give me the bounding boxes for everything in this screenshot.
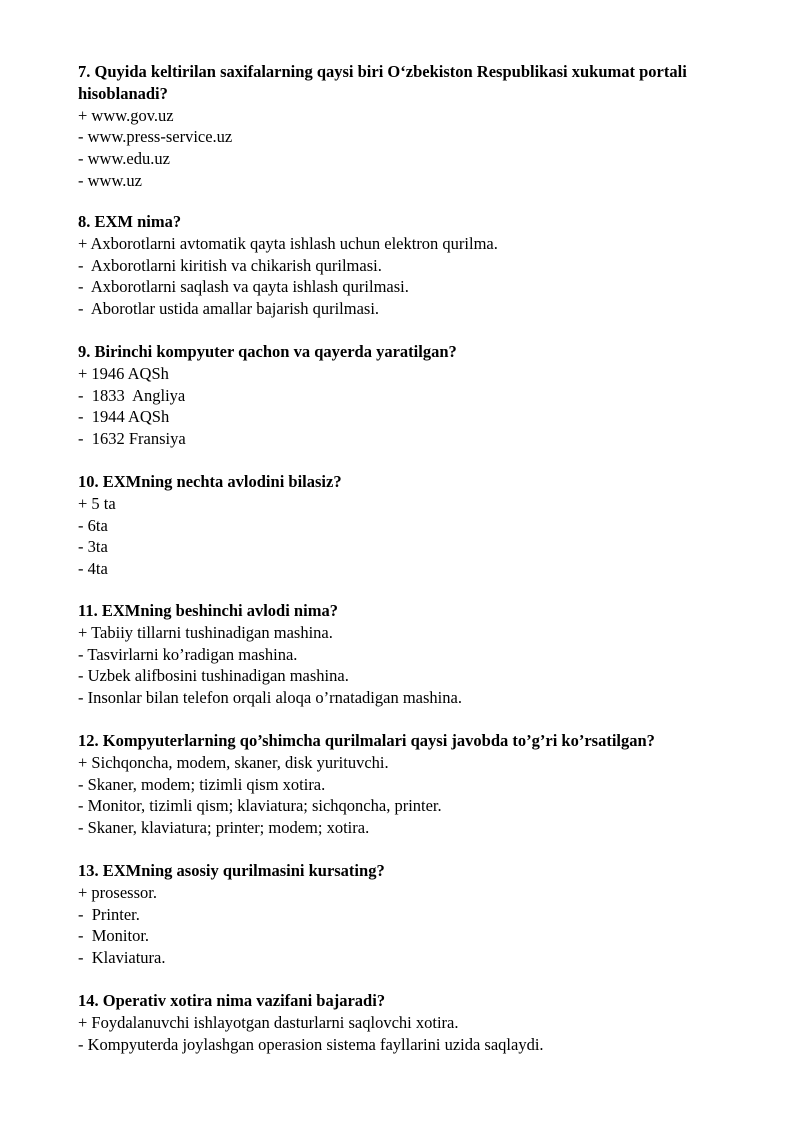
answer-option: - Axborotlarni saqlash va qayta ishlash qurilmasi. xyxy=(78,277,409,297)
question-title: 7. Quyida keltirilan saxifalarning qaysi biri O‘zbekiston Respublikasi xukumat portali hisoblanadi? xyxy=(78,62,687,103)
question-9 xyxy=(78,341,768,450)
answer-option: - Printer. xyxy=(78,904,140,924)
question-title: 10. EXMning nechta avlodini bilasiz? xyxy=(78,472,342,491)
answer-option: + 5 ta xyxy=(78,493,116,513)
question-title: 12. Kompyuterlarning qo’shimcha qurilmalari qaysi javobda to’g’ri ko’rsatilgan? xyxy=(78,731,655,750)
question-title: 14. Operativ xotira nima vazifani bajaradi? xyxy=(78,991,386,1010)
answer-option: - Skaner, modem; tizimli qism xotira. xyxy=(78,774,326,794)
answer-option: + www.gov.uz xyxy=(78,105,174,125)
question-8 xyxy=(78,211,768,320)
question-title: 9. Birinchi kompyuter qachon va qayerda yaratilgan? xyxy=(78,342,457,361)
question-14 xyxy=(78,990,768,1055)
answer-option: + prosessor. xyxy=(78,882,157,902)
answer-option: - Axborotlarni kiritish va chikarish qurilmasi. xyxy=(78,255,382,275)
answer-option: - 6ta xyxy=(78,515,108,535)
question-12 xyxy=(78,730,768,839)
question-title: 11. EXMning beshinchi avlodi nima? xyxy=(78,601,338,620)
question-11 xyxy=(78,600,768,709)
question-13 xyxy=(78,860,768,969)
answer-option: + Axborotlarni avtomatik qayta ishlash uchun elektron qurilma. xyxy=(78,233,498,253)
answer-option: - www.edu.uz xyxy=(78,149,170,169)
answer-option: - www.press-service.uz xyxy=(78,127,233,147)
answer-option: + Sichqoncha, modem, skaner, disk yurituvchi. xyxy=(78,752,389,772)
answer-option: + Tabiiy tillarni tushinadigan mashina. xyxy=(78,622,333,642)
question-10 xyxy=(78,471,768,580)
answer-option: - Uzbek alifbosini tushinadigan mashina. xyxy=(78,666,349,686)
answer-option: - 4ta xyxy=(78,559,108,579)
answer-option: - Tasvirlarni ko’radigan mashina. xyxy=(78,644,298,664)
answer-option: - Aborotlar ustida amallar bajarish qurilmasi. xyxy=(78,299,380,319)
question-7 xyxy=(78,61,768,192)
answer-option: - 3ta xyxy=(78,537,108,557)
answer-option: + Foydalanuvchi ishlayotgan dasturlarni saqlovchi xotira. xyxy=(78,1012,459,1032)
answer-option: - Kompyuterda joylashgan operasion sistema fayllarini uzida saqlaydi. xyxy=(78,1034,544,1054)
answer-option: - Skaner, klaviatura; printer; modem; xotira. xyxy=(78,818,370,838)
answer-option: - Monitor, tizimli qism; klaviatura; sichqoncha, printer. xyxy=(78,796,442,816)
answer-option: - 1833 Angliya xyxy=(78,385,186,405)
answer-option: + 1946 AQSh xyxy=(78,363,169,383)
question-title: 8. EXM nima? xyxy=(78,212,182,231)
answer-option: - Klaviatura. xyxy=(78,948,166,968)
answer-option: - Monitor. xyxy=(78,926,150,946)
answer-option: - 1944 AQSh xyxy=(78,407,170,427)
answer-option: - Insonlar bilan telefon orqali aloqa o’rnatadigan mashina. xyxy=(78,688,462,708)
question-title: 13. EXMning asosiy qurilmasini kursating? xyxy=(78,861,385,880)
answer-option: - 1632 Fransiya xyxy=(78,429,186,449)
answer-option: - www.uz xyxy=(78,170,142,190)
